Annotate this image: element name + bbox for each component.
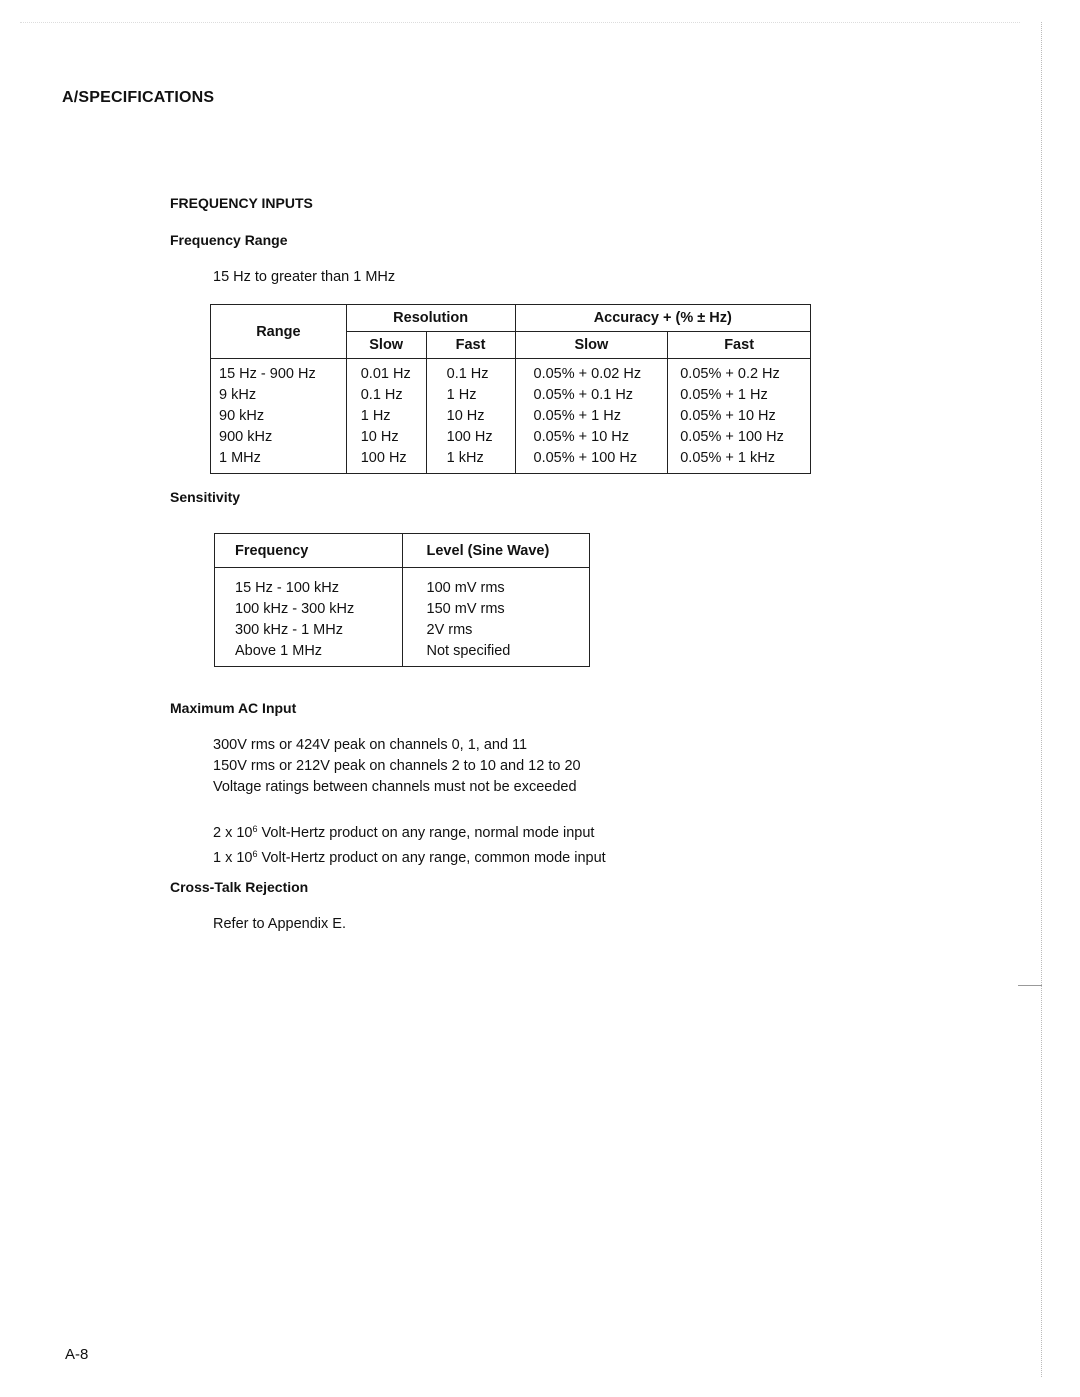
text-line: 150V rms or 212V peak on channels 2 to 10 and 12 to 20 xyxy=(213,758,581,774)
scan-top-edge xyxy=(20,22,1020,23)
frequency-range-text: 15 Hz to greater than 1 MHz xyxy=(213,269,396,285)
header-acc-slow: Slow xyxy=(515,332,668,359)
cell: 0.01 Hz xyxy=(360,366,411,382)
acc-slow-column xyxy=(515,359,668,474)
cell: 100 Hz xyxy=(446,429,493,445)
cell: 0.1 Hz xyxy=(446,366,489,382)
cell: 0.05% + 100 Hz xyxy=(680,429,784,445)
cell: 0.1 Hz xyxy=(360,387,403,403)
range-column xyxy=(211,359,347,474)
frequency-column xyxy=(215,568,403,667)
text-line: Voltage ratings between channels must not be exceeded xyxy=(213,779,577,795)
cell: 100 mV rms xyxy=(426,580,505,596)
cell: 150 mV rms xyxy=(426,601,505,617)
header-resolution: Resolution xyxy=(346,305,515,332)
text-line: 300V rms or 424V peak on channels 0, 1, and 11 xyxy=(213,737,528,753)
frequency-range-heading: Frequency Range xyxy=(170,232,288,248)
cell: 1 MHz xyxy=(219,450,261,466)
cell: 0.05% + 100 Hz xyxy=(533,450,638,466)
section-title: A/SPECIFICATIONS xyxy=(62,89,215,106)
cell: 90 kHz xyxy=(219,408,265,424)
header-level: Level (Sine Wave) xyxy=(402,534,589,568)
header-res-fast: Fast xyxy=(426,332,515,359)
header-range: Range xyxy=(211,305,347,359)
cell: 0.05% + 0.1 Hz xyxy=(533,387,634,403)
table-row xyxy=(215,568,590,667)
cell: 15 Hz - 900 Hz xyxy=(219,366,316,382)
level-column xyxy=(402,568,589,667)
cell: 15 Hz - 100 kHz xyxy=(235,580,339,596)
cell: 0.05% + 1 Hz xyxy=(680,387,768,403)
page-number: A-8 xyxy=(65,1346,89,1363)
cell: 100 kHz - 300 kHz xyxy=(235,601,355,617)
cell: 1 Hz xyxy=(360,408,391,424)
cell: 900 kHz xyxy=(219,429,273,445)
text-part: 1 x 10 xyxy=(213,850,253,866)
cell: 1 Hz xyxy=(446,387,477,403)
cell: 0.05% + 10 Hz xyxy=(533,429,630,445)
scan-margin-tick xyxy=(1018,985,1042,986)
exponent: 6 xyxy=(252,824,258,834)
max-ac-input-lines xyxy=(213,735,581,798)
acc-fast-column xyxy=(668,359,811,474)
cell: 300 kHz - 1 MHz xyxy=(235,622,343,638)
res-fast-column xyxy=(426,359,515,474)
text-line xyxy=(213,819,606,844)
max-ac-input-heading: Maximum AC Input xyxy=(170,700,297,716)
text-part: Volt-Hertz product on any range, normal mode input xyxy=(257,825,595,841)
text-part: Volt-Hertz product on any range, common mode input xyxy=(257,850,606,866)
table-row xyxy=(211,359,811,474)
cell: 100 Hz xyxy=(360,450,407,466)
header-frequency: Frequency xyxy=(215,534,403,568)
sensitivity-heading: Sensitivity xyxy=(170,489,241,505)
text-part: 2 x 10 xyxy=(213,825,253,841)
cell: 9 kHz xyxy=(219,387,257,403)
cell: 0.05% + 0.2 Hz xyxy=(680,366,780,382)
header-acc-fast: Fast xyxy=(668,332,811,359)
cell: 1 kHz xyxy=(446,450,484,466)
header-res-slow: Slow xyxy=(346,332,426,359)
group-title: FREQUENCY INPUTS xyxy=(170,195,313,211)
volt-hertz-lines xyxy=(213,819,606,869)
frequency-range-table xyxy=(210,304,811,474)
cell: 0.05% + 10 Hz xyxy=(680,408,776,424)
scan-right-edge xyxy=(1041,22,1042,1377)
res-slow-column xyxy=(346,359,426,474)
cell: 2V rms xyxy=(426,622,473,638)
exponent: 6 xyxy=(252,849,258,859)
cell: 0.05% + 0.02 Hz xyxy=(533,366,642,382)
sensitivity-table xyxy=(214,533,590,667)
cell: 0.05% + 1 kHz xyxy=(680,450,775,466)
header-accuracy: Accuracy + (% ± Hz) xyxy=(515,305,811,332)
cell: 10 Hz xyxy=(360,429,399,445)
cell: 10 Hz xyxy=(446,408,485,424)
cell: 0.05% + 1 Hz xyxy=(533,408,621,424)
cell: Not specified xyxy=(426,643,511,659)
text-line xyxy=(213,844,606,869)
cross-talk-heading: Cross-Talk Rejection xyxy=(170,879,309,895)
cell: Above 1 MHz xyxy=(235,643,323,659)
cross-talk-text: Refer to Appendix E. xyxy=(213,916,346,932)
